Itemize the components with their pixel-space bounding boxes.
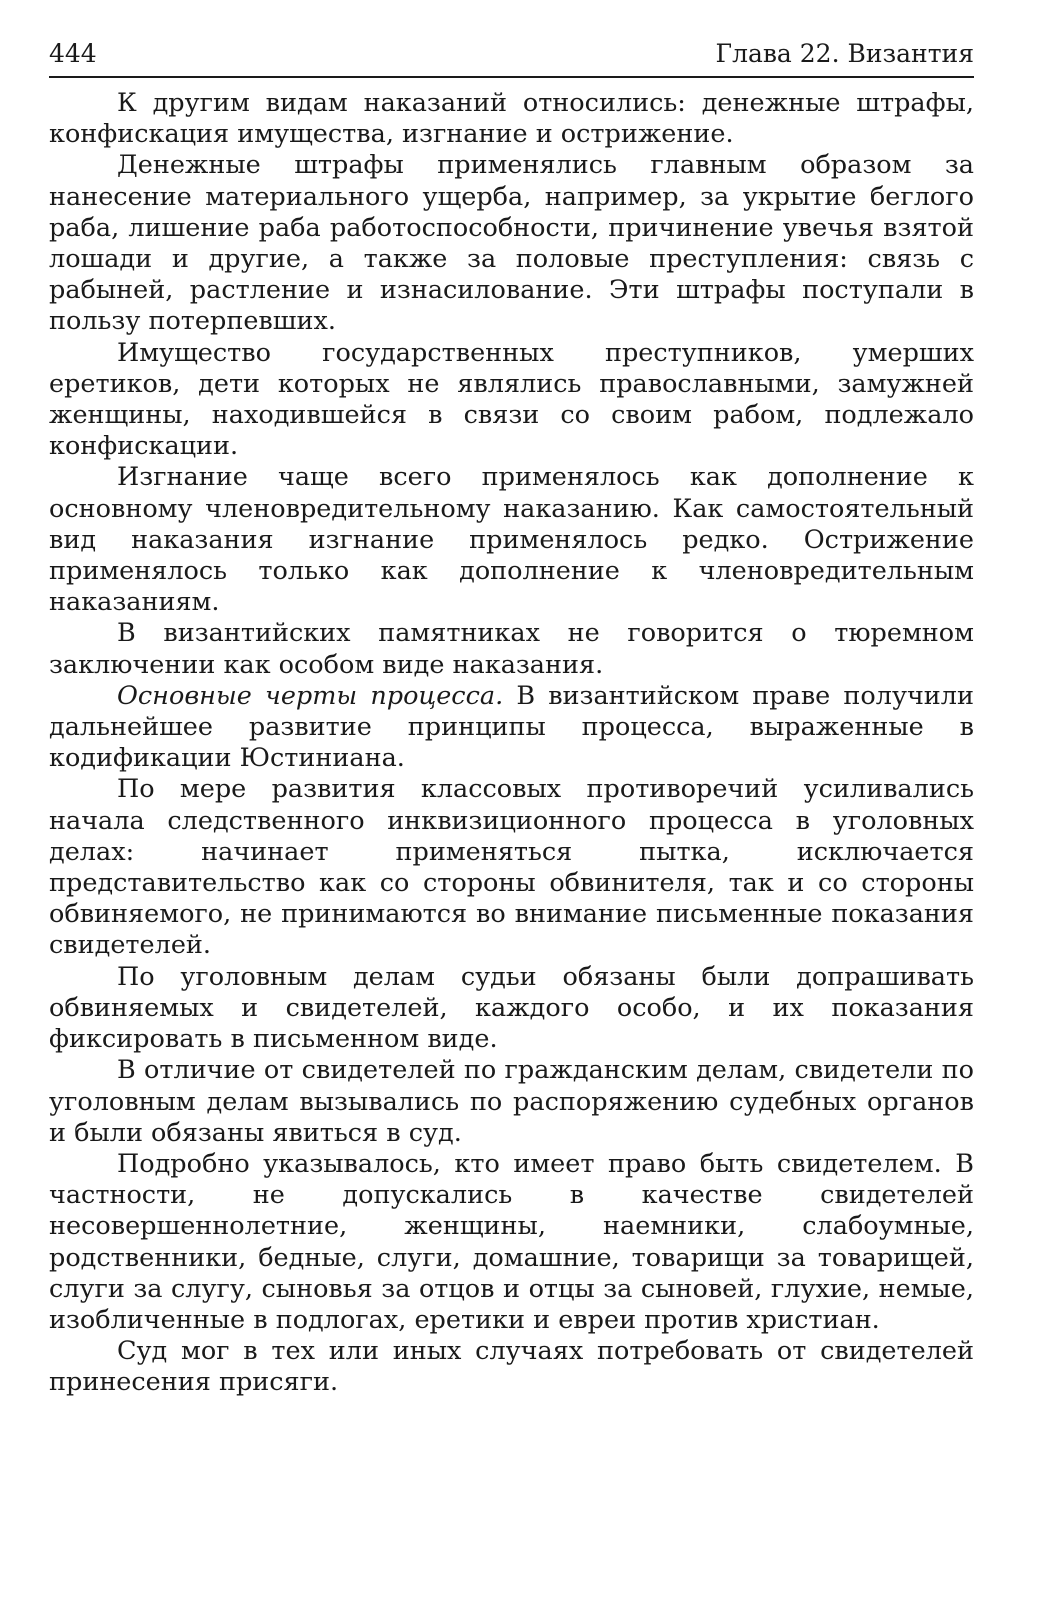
- chapter-title: Глава 22. Византия: [715, 39, 974, 68]
- paragraph-inquisitorial-process: По мере развития классовых противоречий усиливались начала следственного инквизиционного процесса в уголовных делах: начинает применяться пытка, исключается представительство как со стороны обвинителя, так и со стороны обвиняемого, не принимаются во внимание письменные показания свидетелей.: [49, 774, 974, 961]
- paragraph-confiscation: Имущество государственных преступников, умерших еретиков, дети которых не являлись православными, замужней женщины, находившейся в связи со своим рабом, подлежало конфискации.: [49, 337, 974, 462]
- paragraph-punishments-list: К другим видам наказаний относились: денежные штрафы, конфискация имущества, изгнание и острижение.: [49, 88, 974, 150]
- page-number: 444: [49, 39, 97, 68]
- paragraph-interrogation: По уголовным делам судьи обязаны были допрашивать обвиняемых и свидетелей, каждого особо, и их показания фиксировать в письменном виде.: [49, 961, 974, 1055]
- running-header: [49, 36, 974, 78]
- paragraph-oath: Суд мог в тех или иных случаях потребовать от свидетелей принесения присяги.: [49, 1336, 974, 1398]
- paragraph-exile: Изгнание чаще всего применялось как дополнение к основному членовредительному наказанию. Как самостоятельный вид наказания изгнание применялось редко. Острижение применялось только как дополнение к членовредительным наказаниям.: [49, 462, 974, 618]
- paragraph-monetary-fines: Денежные штрафы применялись главным образом за нанесение материального ущерба, например, за укрытие беглого раба, лишение раба работоспособности, причинение увечья взятой лошади и другие, а также за половые преступления: связь с рабыней, растление и изнасилование. Эти штрафы поступали в пользу потерпевших.: [49, 150, 974, 337]
- paragraph-process-features: Основные черты процесса. В византийском праве получили дальнейшее развитие принципы процесса, выраженные в кодификации Юстиниана.: [49, 680, 974, 774]
- paragraph-witness-summons: В отличие от свидетелей по гражданским делам, свидетели по уголовным делам вызывались по распоряжению судебных органов и были обязаны явиться в суд.: [49, 1055, 974, 1148]
- paragraph-witness-eligibility: Подробно указывалось, кто имеет право быть свидетелем. В частности, не допускались в качестве свидетелей несовершеннолетние, женщины, наемники, слабоумные, родственники, бедные, слуги, домашние, товарищи за товарищей, слуги за слугу, сыновья за отцов и отцы за сыновей, глухие, немые, изобличенные в подлогах, еретики и евреи против христиан.: [49, 1148, 974, 1335]
- book-page: [49, 36, 974, 1399]
- body-text: [49, 88, 974, 1399]
- paragraph-imprisonment: В византийских памятниках не говорится о тюремном заключении как особом виде наказания.: [49, 618, 974, 680]
- section-lead-in: Основные черты процесса.: [117, 680, 504, 711]
